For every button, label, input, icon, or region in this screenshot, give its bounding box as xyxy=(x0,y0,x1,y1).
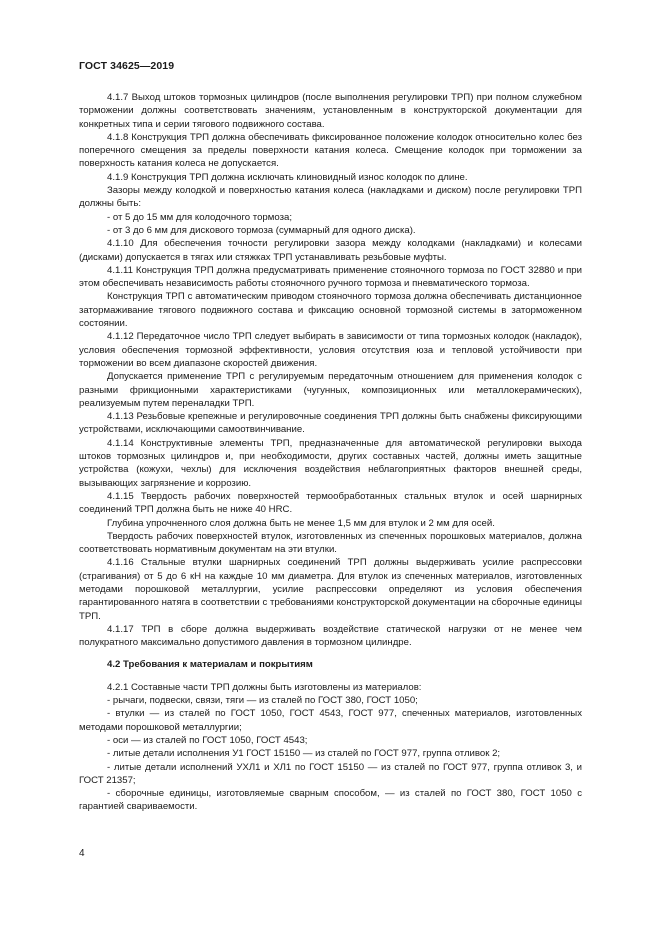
paragraph: 4.1.11 Конструкция ТРП должна предусматривать применение стояночного тормоза по ГОСТ 32880 и при этом обеспечивать независимость работы стояночного ручного тормоза и пневматического тормоза. xyxy=(79,264,582,290)
paragraph: 4.1.9 Конструкция ТРП должна исключать клиновидный износ колодок по длине. xyxy=(107,171,468,183)
paragraph: 4.1.8 Конструкция ТРП должна обеспечивать фиксированное положение колодок относительно колес без поперечного смещения за пределы поверхности катания колеса. Смещение колодок при торможении за поверхность катания колеса не допускается. xyxy=(79,131,582,170)
list-item: - литые детали исполнения У1 ГОСТ 15150 — из сталей по ГОСТ 977, группа отливок 2; xyxy=(107,748,501,760)
paragraph: 4.1.17 ТРП в сборе должна выдерживать воздействие статической нагрузки от не менее чем полукратного максимально допустимого давления в тормозном цилиндре. xyxy=(79,623,582,649)
list-item: - оси — из сталей по ГОСТ 1050, ГОСТ 4543; xyxy=(107,734,308,746)
paragraph: 4.1.12 Передаточное число ТРП следует выбирать в зависимости от типа тормозных колодок (накладок), условия обеспечения тормозной эффективности, условия отсутствия юза и тепловой устойчивости при торможении во всем диапазоне скоростей движения. xyxy=(79,331,582,369)
paragraph: Твердость рабочих поверхностей втулок, изготовленных из спеченных порошковых материалов, должна соответствовать нормативным документам на эти втулки. xyxy=(79,530,582,556)
paragraph: 4.1.13 Резьбовые крепежные и регулировочные соединения ТРП должны быть снабжены фиксирующими устройствами, исключающими самоотвинчивание. xyxy=(79,411,582,436)
paragraph: Глубина упрочненного слоя должна быть не менее 1,5 мм для втулок и 2 мм для осей. xyxy=(107,517,495,529)
document-header: ГОСТ 34625—2019 xyxy=(79,60,175,72)
paragraph: 4.1.16 Стальные втулки шарнирных соединений ТРП должны выдерживать усилие распрессовки (страгивания) от 5 до 6 кН на каждые 10 мм диаметра. Для втулок из спеченных материалов, изготовленных методами порошковой металлургии, усилие распрессовки определяют из условия обеспечения гарантированного натяга в соответствии с требованиями конструкторской документации на сборочные единицы ТРП. xyxy=(79,557,582,622)
paragraph: 4.1.7 Выход штоков тормозных цилиндров (после выполнения регулировки ТРП) при полном служебном торможении должны соответствовать значениям, установленным в конструкторской документации для конкретных типа и серии тягового подвижного состава. xyxy=(79,92,582,130)
list-item: - от 3 до 6 мм для дискового тормоза (суммарный для одного диска). xyxy=(107,224,416,236)
paragraph: 4.2.1 Составные части ТРП должны быть изготовлены из материалов: xyxy=(107,681,422,693)
document-body xyxy=(79,91,582,814)
section-heading: 4.2 Требования к материалам и покрытиям xyxy=(107,659,313,671)
paragraph: 4.1.14 Конструктивные элементы ТРП, предназначенные для автоматической регулировки выхода штоков тормозных цилиндров и, при необходимости, других составных частей, должны иметь защитные устройства (кожухи, чехлы) для исключения воздействия неблагоприятных факторов внешней среды, вызывающих загрязнение и коррозию. xyxy=(79,437,582,489)
page-number: 4 xyxy=(79,848,85,859)
paragraph: Зазоры между колодкой и поверхностью катания колеса (накладками и диском) после регулировки ТРП должны быть: xyxy=(79,185,582,210)
list-item: - от 5 до 15 мм для колодочного тормоза; xyxy=(107,211,292,223)
list-item: - втулки — из сталей по ГОСТ 1050, ГОСТ 4543, ГОСТ 977, спеченных материалов, изготовленных методами порошковой металлургии; xyxy=(79,708,582,733)
paragraph: Допускается применение ТРП с регулируемым передаточным отношением для применения колодок с разными фрикционными характеристиками (чугунных, композиционных или металлокерамических), реализуемым путем переналадки ТРП. xyxy=(79,371,582,409)
paragraph: Конструкция ТРП с автоматическим приводом стояночного тормоза должна обеспечивать дистанционное затормаживание тягового подвижного состава и фиксацию основной тормозной системы в заторможенном состоянии. xyxy=(79,291,582,330)
list-item: - рычаги, подвески, связи, тяги — из сталей по ГОСТ 380, ГОСТ 1050; xyxy=(107,695,418,707)
paragraph: 4.1.10 Для обеспечения точности регулировки зазора между колодками (накладками) и колесами (дисками) допускается в тягах или стяжках ТРП устанавливать резьбовые муфты. xyxy=(79,238,582,263)
list-item: - литые детали исполнений УХЛ1 и ХЛ1 по ГОСТ 15150 — из сталей по ГОСТ 977, группа отливок 3, и ГОСТ 21357; xyxy=(79,761,582,786)
paragraph: 4.1.15 Твердость рабочих поверхностей термообработанных стальных втулок и осей шарнирных соединений ТРП должна быть не ниже 40 HRC. xyxy=(79,490,582,516)
list-item: - сборочные единицы, изготовляемые сварным способом, — из сталей по ГОСТ 380, ГОСТ 1050 с гарантией свариваемости. xyxy=(79,788,582,813)
